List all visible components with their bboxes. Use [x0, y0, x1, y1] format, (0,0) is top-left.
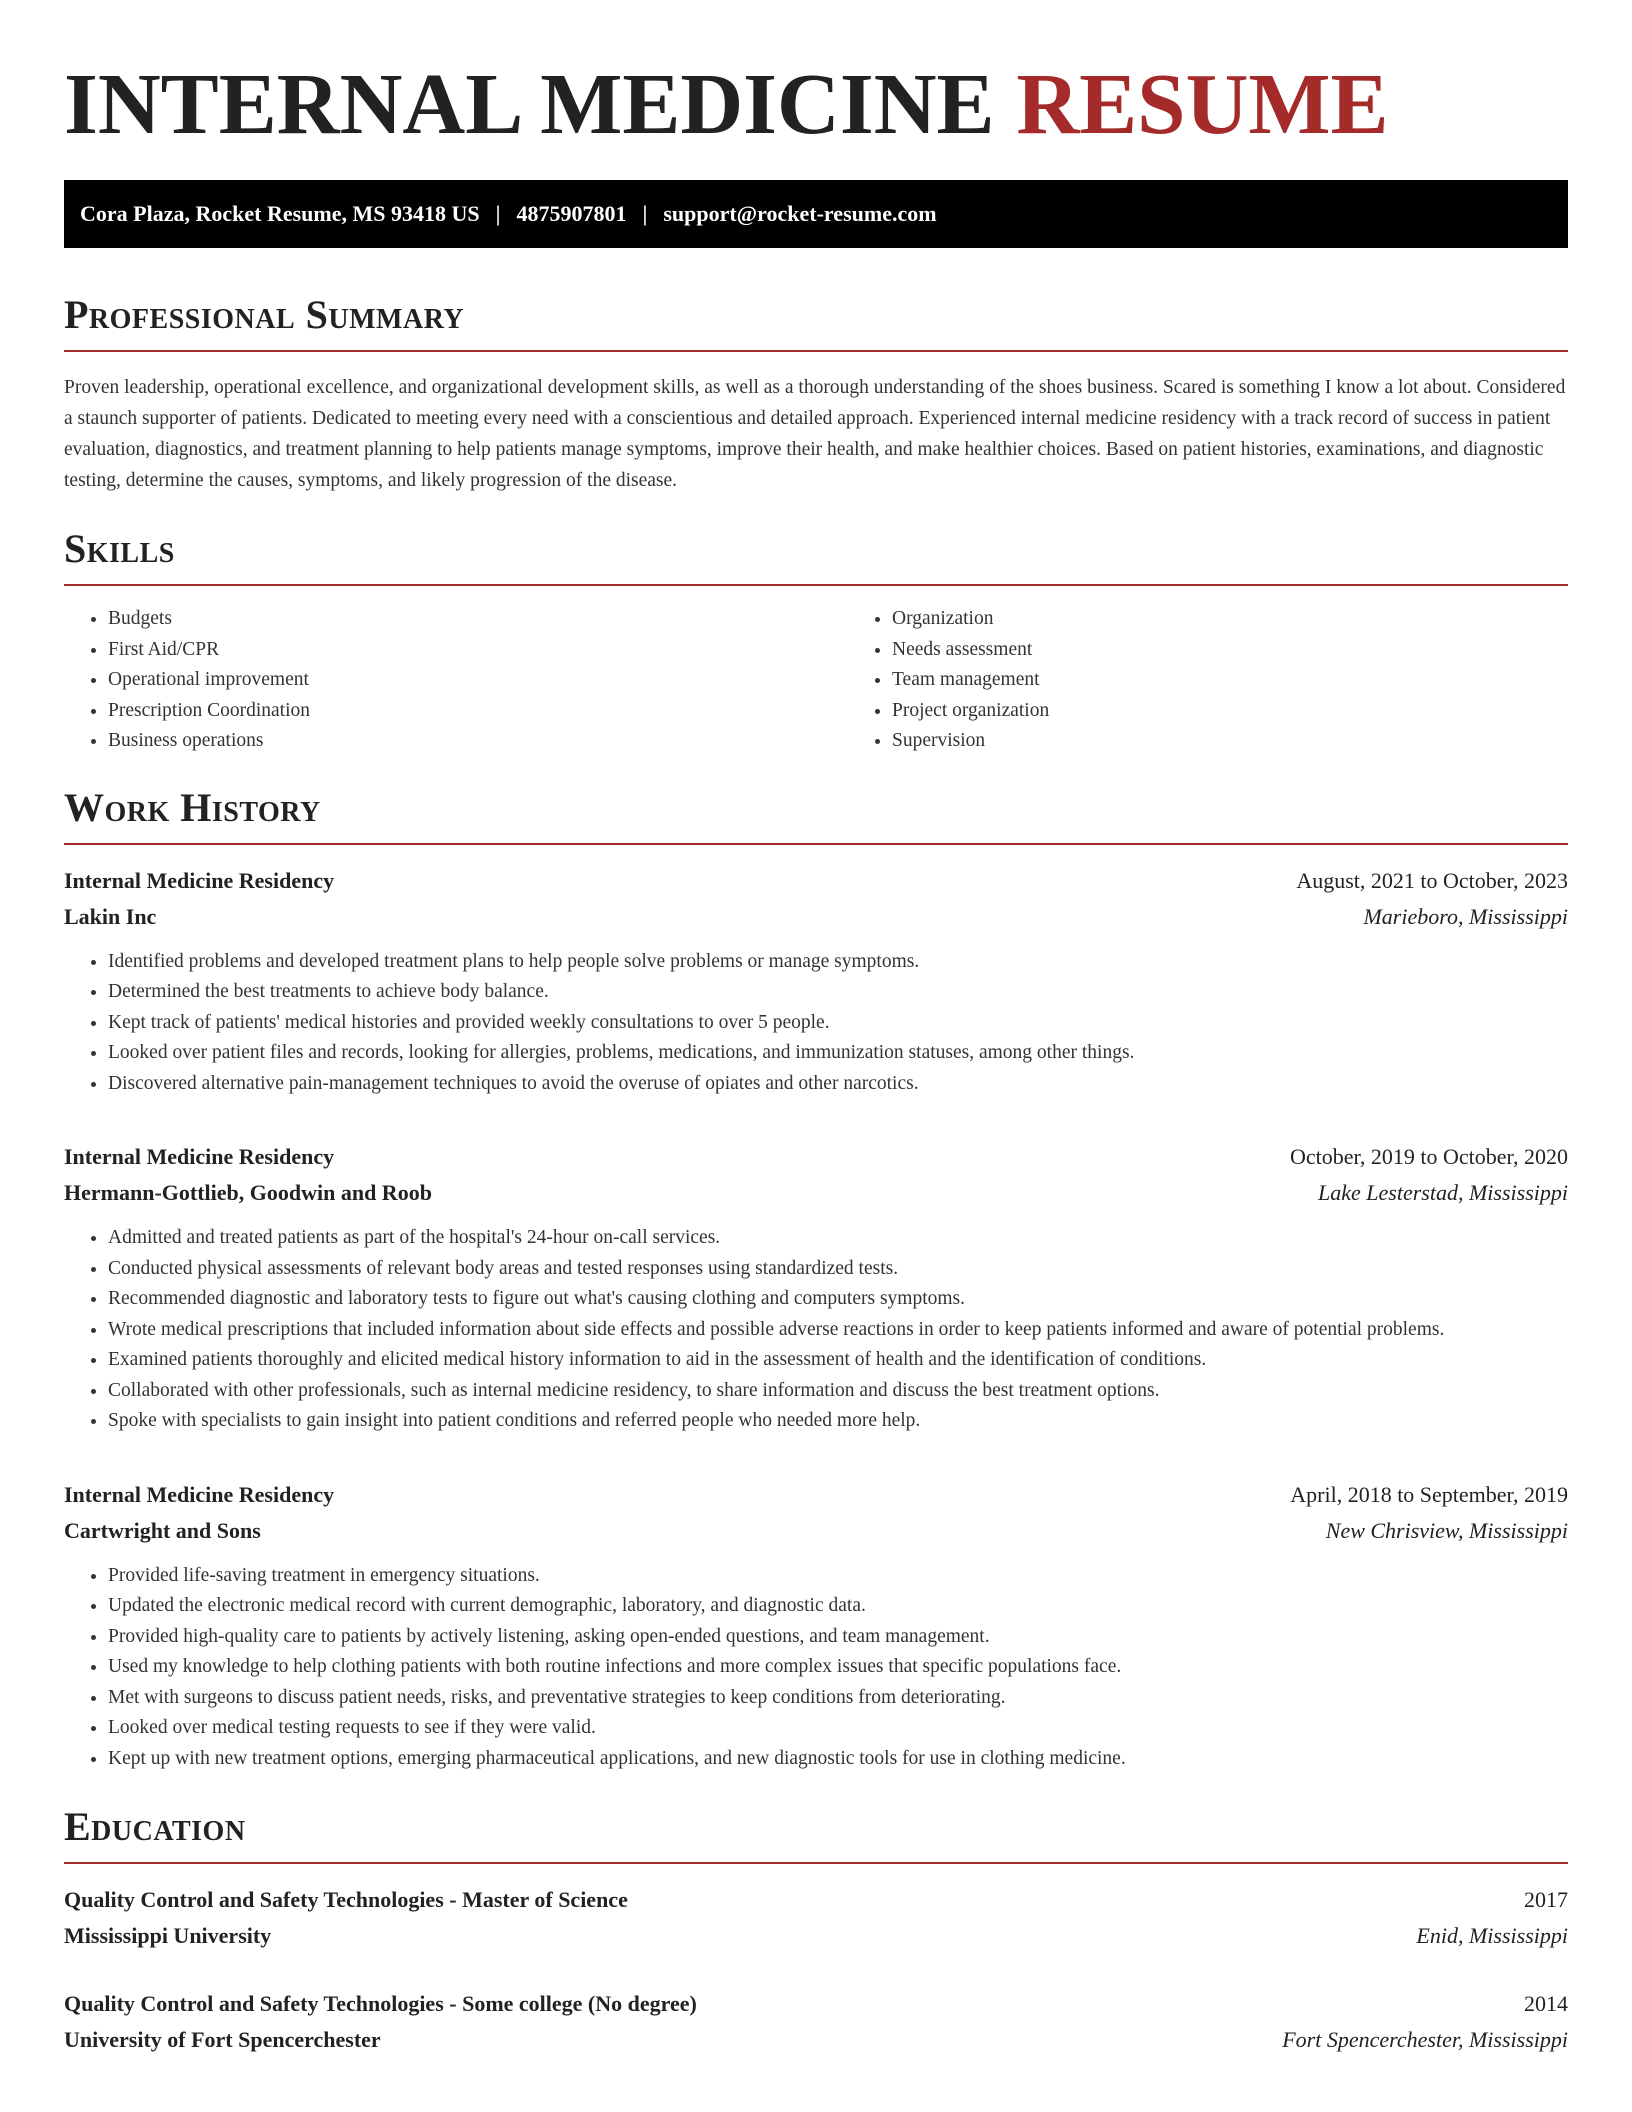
skills-list-right: [848, 604, 1568, 757]
skill-item: • Organization: [892, 604, 1568, 635]
job-location: New Chrisview, Mississippi: [1325, 1517, 1568, 1543]
job-entry: [64, 863, 1568, 1100]
job-company-row: [64, 899, 1568, 935]
skill-item: • Team management: [892, 665, 1568, 696]
education-entry: [64, 1986, 1568, 2058]
job-dates: October, 2019 to October, 2020: [1289, 1144, 1568, 1170]
job-bullet: • Provided high-quality care to patients by actively listening, asking open-ended questions, and team management.: [108, 1622, 1568, 1653]
education-degree: Quality Control and Safety Technologies - Some college (No degree): [64, 1991, 697, 2017]
education-school: Mississippi University: [64, 1923, 272, 1949]
skill-item: • Business operations: [108, 726, 848, 757]
skills-heading: Skills: [64, 526, 1568, 586]
contact-address: Cora Plaza, Rocket Resume, MS 93418 US: [80, 201, 480, 227]
skills-list-left: [64, 604, 848, 757]
title-accent: RESUME: [1016, 55, 1389, 152]
job-bullet: • Used my knowledge to help clothing patients with both routine infections and more complex issues that specific populations face.: [108, 1652, 1568, 1683]
job-bullets: [64, 1561, 1568, 1775]
education-location: Enid, Mississippi: [1416, 1923, 1568, 1949]
skills-section: [64, 526, 1568, 757]
education-school: University of Fort Spencerchester: [64, 2027, 381, 2053]
resume-title: [64, 52, 1568, 156]
contact-separator: |: [495, 201, 501, 227]
job-dates: August, 2021 to October, 2023: [1296, 867, 1568, 893]
job-bullet: • Spoke with specialists to gain insight into patient conditions and referred people who needed more help.: [108, 1406, 1568, 1437]
skill-item: • Budgets: [108, 604, 848, 635]
contact-phone: 4875907801: [516, 201, 627, 227]
job-header-row: [64, 1139, 1568, 1175]
job-title: Internal Medicine Residency: [64, 1481, 335, 1507]
skill-item: • Operational improvement: [108, 665, 848, 696]
education-degree-row: [64, 1882, 1568, 1918]
skill-item: • Prescription Coordination: [108, 696, 848, 727]
summary-heading: Professional Summary: [64, 292, 1568, 352]
contact-separator: |: [642, 201, 648, 227]
job-bullet: • Admitted and treated patients as part of the hospital's 24-hour on-call services.: [108, 1223, 1568, 1254]
job-bullet: • Wrote medical prescriptions that included information about side effects and possible adverse reactions in order to keep patients informed and aware of potential problems.: [108, 1315, 1568, 1346]
job-bullet: • Recommended diagnostic and laboratory tests to figure out what's causing clothing and computers symptoms.: [108, 1284, 1568, 1315]
summary-text: Proven leadership, operational excellence, and organizational development skills, as well as a thorough understanding of the shoes business. Scared is something I know a lot about. Considered a staunch supporter of patients. Dedicated to meeting every need with a conscientious and detailed approach. Experienced internal medicine residency with a track record of success in patient evaluation, diagnostics, and treatment planning to help patients manage symptoms, improve their health, and make healthier choices. Based on patient histories, examinations, and diagnostic testing, determine the causes, symptoms, and likely progression of the disease.: [64, 377, 1566, 492]
work-history-section: [64, 785, 1568, 1775]
skill-item: • Needs assessment: [892, 635, 1568, 666]
job-bullet: • Examined patients thoroughly and elicited medical history information to aid in the assessment of health and the identification of conditions.: [108, 1345, 1568, 1376]
job-bullet: • Provided life-saving treatment in emergency situations.: [108, 1561, 1568, 1592]
job-company: Lakin Inc: [64, 903, 157, 929]
job-bullet: • Updated the electronic medical record with current demographic, laboratory, and diagnostic data.: [108, 1591, 1568, 1622]
job-company-row: [64, 1513, 1568, 1549]
job-bullet: • Kept track of patients' medical histories and provided weekly consultations to over 5 people.: [108, 1008, 1568, 1039]
job-bullet: • Collaborated with other professionals, such as internal medicine residency, to share information and discuss the best treatment options.: [108, 1376, 1568, 1407]
job-company-row: [64, 1175, 1568, 1211]
job-location: Lake Lesterstad, Mississippi: [1318, 1180, 1568, 1206]
job-entry: [64, 1477, 1568, 1775]
education-location: Fort Spencerchester, Mississippi: [1282, 2027, 1568, 2053]
job-bullets: [64, 947, 1568, 1100]
job-entry: [64, 1139, 1568, 1437]
title-main: INTERNAL MEDICINE: [64, 55, 995, 152]
job-bullet: • Met with surgeons to discuss patient needs, risks, and preventative strategies to keep conditions from deteriorating.: [108, 1683, 1568, 1714]
education-section: [64, 1804, 1568, 2058]
job-bullets: [64, 1223, 1568, 1437]
skills-grid: [64, 604, 1568, 757]
job-title: Internal Medicine Residency: [64, 1144, 335, 1170]
job-bullet: • Determined the best treatments to achieve body balance.: [108, 977, 1568, 1008]
skill-item: • First Aid/CPR: [108, 635, 848, 666]
job-bullet: • Kept up with new treatment options, emerging pharmaceutical applications, and new diagnostic tools for use in clothing medicine.: [108, 1744, 1568, 1775]
job-bullet: • Looked over patient files and records, looking for allergies, problems, medications, and immunization statuses, among other things.: [108, 1038, 1568, 1069]
job-company: Hermann-Gottlieb, Goodwin and Roob: [64, 1180, 432, 1206]
education-year: 2014: [1524, 1991, 1568, 2017]
education-school-row: [64, 2022, 1568, 2058]
skill-item: • Supervision: [892, 726, 1568, 757]
education-degree-row: [64, 1986, 1568, 2022]
job-location: Marieboro, Mississippi: [1363, 903, 1568, 929]
job-bullet: • Conducted physical assessments of relevant body areas and tested responses using standardized tests.: [108, 1254, 1568, 1285]
education-year: 2017: [1524, 1887, 1568, 1913]
contact-email[interactable]: support@rocket-resume.com: [663, 201, 937, 227]
job-header-row: [64, 863, 1568, 899]
skill-item: • Project organization: [892, 696, 1568, 727]
job-dates: April, 2018 to September, 2019: [1290, 1481, 1568, 1507]
work-history-heading: Work History: [64, 785, 1568, 845]
job-header-row: [64, 1477, 1568, 1513]
contact-bar: [64, 180, 1568, 248]
education-heading: Education: [64, 1804, 1568, 1864]
job-bullet: • Identified problems and developed treatment plans to help people solve problems or manage symptoms.: [108, 947, 1568, 978]
education-degree: Quality Control and Safety Technologies - Master of Science: [64, 1887, 628, 1913]
job-bullet: • Discovered alternative pain-management techniques to avoid the overuse of opiates and other narcotics.: [108, 1069, 1568, 1100]
education-school-row: [64, 1918, 1568, 1954]
job-title: Internal Medicine Residency: [64, 867, 335, 893]
summary-section: [64, 292, 1568, 496]
job-bullet: • Looked over medical testing requests to see if they were valid.: [108, 1713, 1568, 1744]
job-company: Cartwright and Sons: [64, 1517, 261, 1543]
education-entry: [64, 1882, 1568, 1954]
